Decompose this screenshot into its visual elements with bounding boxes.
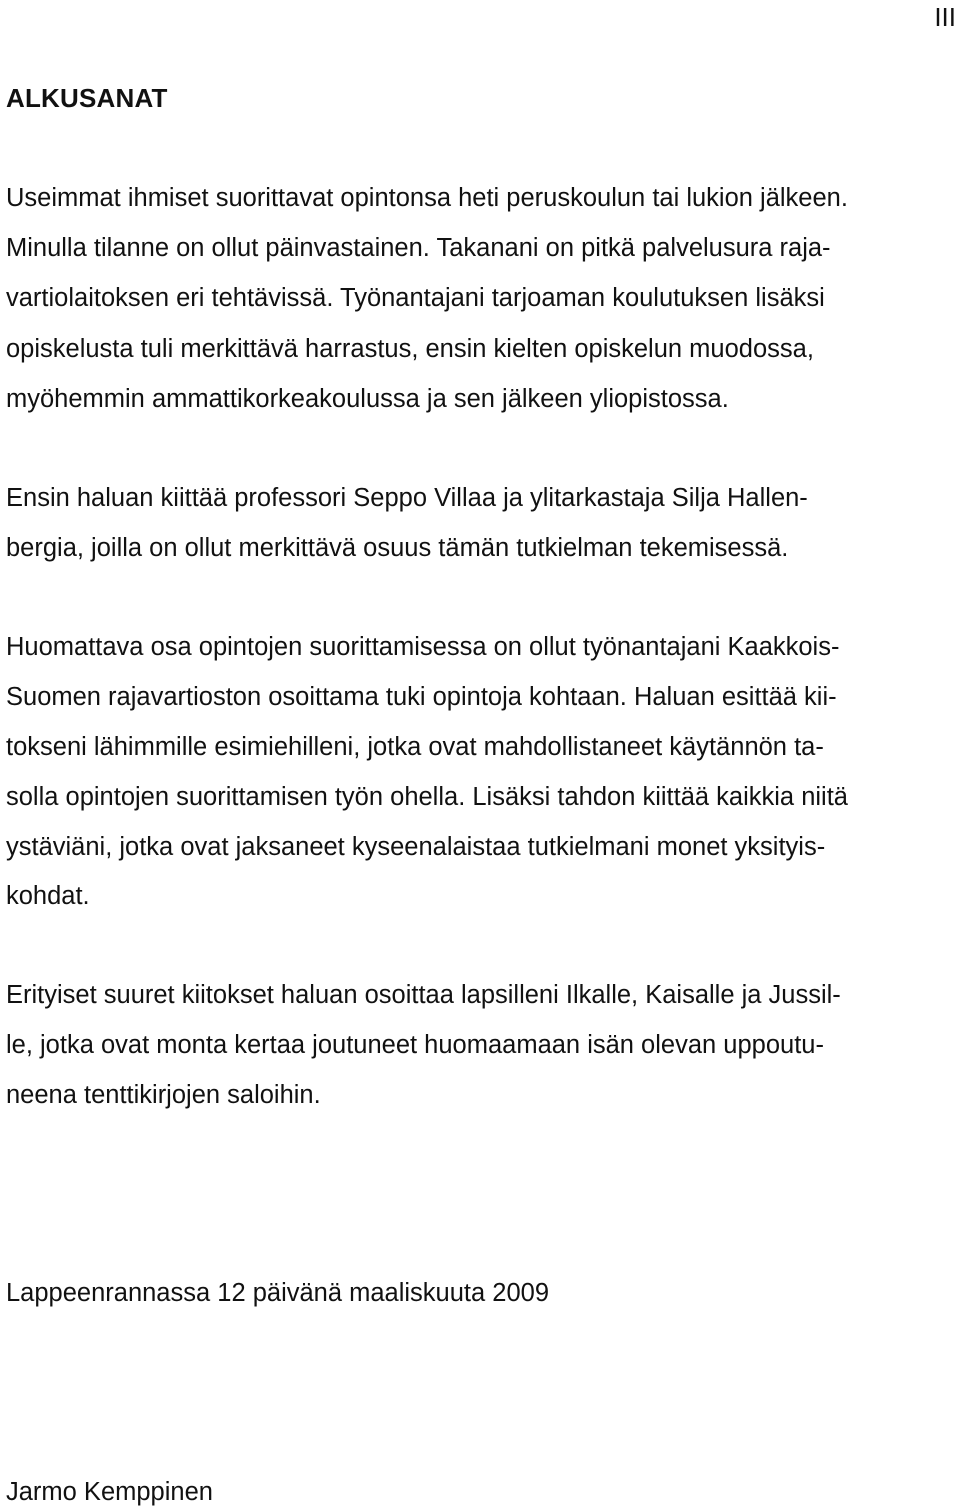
paragraph-line: Erityiset suuret kiitokset haluan osoittaa lapsilleni Ilkalle, Kaisalle ja Jussil- [6, 981, 841, 1009]
paragraph-line: le, jotka ovat monta kertaa joutuneet huomaamaan isän olevan uppoutu- [6, 1031, 824, 1059]
paragraph-line: vartiolaitoksen eri tehtävissä. Työnantajani tarjoaman koulutuksen lisäksi [6, 284, 825, 312]
author-name: Jarmo Kemppinen [6, 1478, 213, 1506]
paragraph-line: tokseni lähimmille esimiehilleni, jotka ovat mahdollistaneet käytännön ta- [6, 733, 824, 761]
page-title: ALKUSANAT [6, 83, 168, 113]
paragraph-line: Useimmat ihmiset suorittavat opintonsa heti peruskoulun tai lukion jälkeen. [6, 184, 848, 212]
paragraph-line: ystäviäni, jotka ovat jaksaneet kyseenalaistaa tutkielmani monet yksityis- [6, 833, 826, 861]
page-number: III [934, 2, 956, 32]
paragraph-line: opiskelusta tuli merkittävä harrastus, ensin kielten opiskelun muodossa, [6, 335, 814, 363]
paragraph-line: Ensin haluan kiittää professori Seppo Villaa ja ylitarkastaja Silja Hallen- [6, 484, 808, 512]
paragraph-line: solla opintojen suorittamisen työn ohella. Lisäksi tahdon kiittää kaikkia niitä [6, 783, 848, 811]
paragraph-line: Minulla tilanne on ollut päinvastainen. Takanani on pitkä palvelusura raja- [6, 234, 831, 262]
paragraph-line: neena tenttikirjojen saloihin. [6, 1081, 321, 1109]
place-and-date: Lappeenrannassa 12 päivänä maaliskuuta 2009 [6, 1279, 549, 1307]
paragraph-line: kohdat. [6, 882, 90, 910]
paragraph-line: Suomen rajavartioston osoittama tuki opintoja kohtaan. Haluan esittää kii- [6, 683, 837, 711]
paragraph-line: Huomattava osa opintojen suorittamisessa on ollut työnantajani Kaakkois- [6, 633, 840, 661]
paragraph-line: bergia, joilla on ollut merkittävä osuus tämän tutkielman tekemisessä. [6, 534, 789, 562]
paragraph-line: myöhemmin ammattikorkeakoulussa ja sen jälkeen yliopistossa. [6, 385, 729, 413]
